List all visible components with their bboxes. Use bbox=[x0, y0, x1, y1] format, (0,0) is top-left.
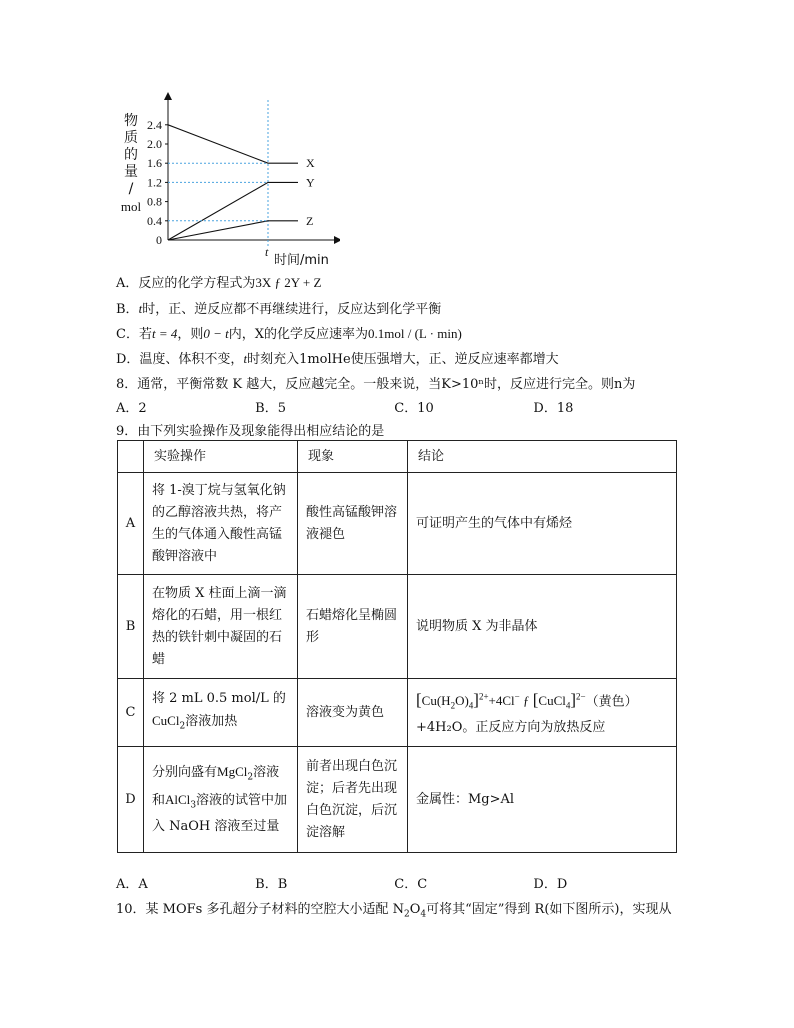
operation-cell: 将 2 mL 0.5 mol/L 的 CuCl$_2$溶液加热 bbox=[144, 679, 298, 747]
phenomenon-cell: 酸性高锰酸钾溶液褪色 bbox=[298, 473, 408, 575]
operation-cell: 将 1-溴丁烷与氢氧化钠的乙醇溶液共热，将产生的气体通入酸性高锰酸钾溶液中 bbox=[144, 473, 298, 575]
table-header: 现象 bbox=[298, 441, 408, 473]
q7-option-d: D．温度、体积不变，t时刻充入1molHe使压强增大，正、逆反应速率都增大 bbox=[116, 351, 559, 367]
q9-options bbox=[116, 873, 567, 892]
x-axis-label: 时间/min bbox=[274, 253, 329, 268]
table-header bbox=[118, 441, 144, 473]
q10-stem: 10．某 MOFs 多孔超分子材料的空腔大小适配 $N_2O_4$可将其“固定”得到 R(如下图所示)，实现从 bbox=[116, 902, 672, 920]
q8-option: B．5 bbox=[255, 401, 286, 416]
q9-option: C．C bbox=[394, 877, 428, 892]
series-line-y bbox=[168, 182, 298, 240]
conclusion-cell: $[Cu(H_2O)_4]^{2+}+4Cl^-$ ƒ [CuCl$_4$]$^{2-}$（黄色） +4H₂O。正反应方向为放热反应 bbox=[408, 679, 677, 747]
q9-table bbox=[117, 440, 677, 853]
q7-option-b: B．t时，正、逆反应都不再继续进行，反应达到化学平衡 bbox=[116, 301, 442, 317]
table-header: 实验操作 bbox=[144, 441, 298, 473]
row-label: D bbox=[118, 747, 144, 853]
q8-options bbox=[116, 397, 573, 416]
table-row bbox=[118, 473, 677, 575]
q9-option: D．D bbox=[533, 877, 568, 892]
row-label: C bbox=[118, 679, 144, 747]
operation-cell: 分别向盛有MgCl$_2$溶液和AlCl$_3$溶液的试管中加入 NaOH 溶液至过量 bbox=[144, 747, 298, 853]
equilibrium-equation: $[Cu(H_2O)_4]^{2+}+4Cl^-$ ƒ [CuCl$_4$]$^{2-}$ bbox=[416, 690, 586, 711]
y-label-char: 量 bbox=[124, 164, 138, 180]
series-line-z bbox=[168, 221, 298, 240]
y-tick-label: 2.4 bbox=[147, 117, 162, 132]
y-tick-label: 1.2 bbox=[147, 175, 162, 190]
series-label-y: Y bbox=[306, 175, 315, 190]
q8-option: A．2 bbox=[116, 401, 147, 416]
conclusion-cell: 说明物质 X 为非晶体 bbox=[408, 575, 677, 679]
series-label-x: X bbox=[306, 156, 315, 171]
y-tick-label: 0.8 bbox=[147, 194, 162, 209]
q8-option: C．10 bbox=[394, 401, 434, 416]
operation-cell: 在物质 X 柱面上滴一滴熔化的石蜡，用一根红热的铁针刺中凝固的石蜡 bbox=[144, 575, 298, 679]
y-tick-label: 0 bbox=[156, 233, 162, 247]
q8-option: D．18 bbox=[533, 401, 574, 416]
q9-option: A．A bbox=[116, 877, 148, 892]
table-header-row bbox=[118, 441, 677, 473]
conclusion-cell: 金属性：Mg>Al bbox=[408, 747, 677, 853]
y-axis-label bbox=[116, 113, 146, 215]
table-row bbox=[118, 747, 677, 853]
q8-stem: 8．通常，平衡常数 K 越大，反应越完全。一般来说，当K>10ⁿ时，反应进行完全。则n为 bbox=[116, 377, 636, 392]
row-label: A bbox=[118, 473, 144, 575]
y-label-char: 质 bbox=[124, 130, 138, 146]
y-label-char: 物 bbox=[124, 113, 138, 129]
y-label-unit: mol bbox=[120, 199, 142, 214]
y-label-char: / bbox=[128, 181, 134, 197]
q9-option: B．B bbox=[255, 877, 288, 892]
table-row bbox=[118, 679, 677, 747]
q9-stem: 9．由下列实验操作及现象能得出相应结论的是 bbox=[116, 424, 385, 439]
conclusion-cell: 可证明产生的气体中有烯烃 bbox=[408, 473, 677, 575]
series-label-z: Z bbox=[306, 213, 314, 228]
row-label: B bbox=[118, 575, 144, 679]
phenomenon-cell: 石蜡熔化呈椭圆形 bbox=[298, 575, 408, 679]
q7-option-c: C．若t = 4，则0 − t内，X的化学反应速率为0.1mol / (L · min) bbox=[116, 326, 462, 342]
y-tick-label: 0.4 bbox=[147, 213, 162, 228]
y-tick-label: 2.0 bbox=[147, 137, 162, 151]
y-tick-label: 1.6 bbox=[147, 156, 162, 171]
x-marker-label: t bbox=[265, 245, 269, 259]
phenomenon-cell: 溶液变为黄色 bbox=[298, 679, 408, 747]
q7-option-a: A．反应的化学方程式为3X ƒ 2Y + Z bbox=[116, 275, 322, 291]
table-row bbox=[118, 575, 677, 679]
y-label-char: 的 bbox=[124, 147, 138, 163]
table-header: 结论 bbox=[408, 441, 677, 473]
phenomenon-cell: 前者出现白色沉淀；后者先出现白色沉淀，后沉淀溶解 bbox=[298, 747, 408, 853]
series-line-x bbox=[168, 125, 298, 163]
